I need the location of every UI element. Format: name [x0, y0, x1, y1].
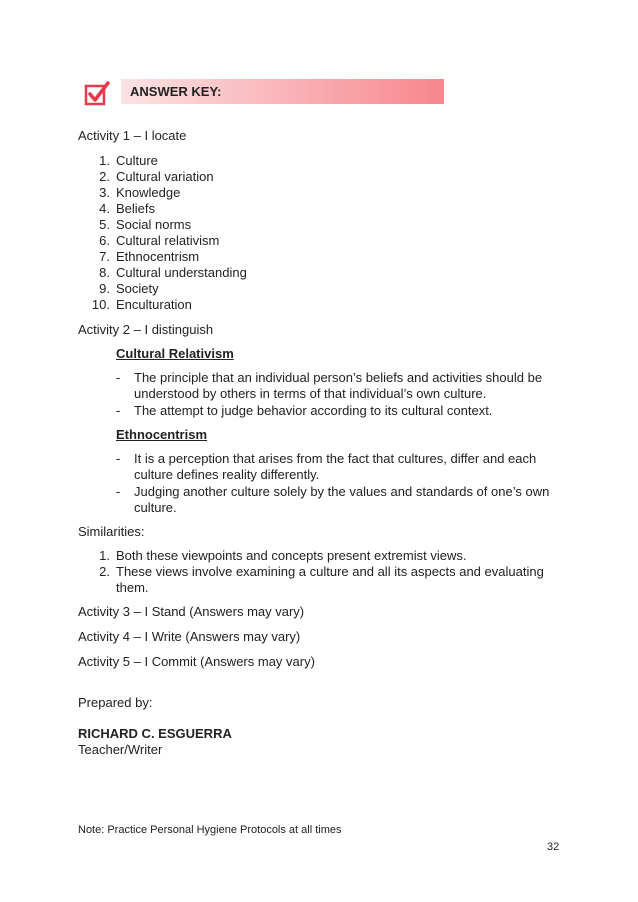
list-item: 1. Both these viewpoints and concepts present extremist views.	[99, 548, 467, 563]
bullet-continuation: understood by others in terms of that individual’s own culture.	[134, 386, 487, 401]
list-item: 7. Ethnocentrism	[99, 249, 200, 264]
bullet-item: - The principle that an individual person’s beliefs and activities should be	[116, 370, 543, 385]
list-item: 3. Knowledge	[99, 185, 181, 200]
list-item: 2. Cultural variation	[99, 169, 214, 184]
activity4-line: Activity 4 – I Write (Answers may vary)	[78, 629, 301, 644]
similarities-title: Similarities:	[78, 524, 145, 539]
ethnocentrism-heading: Ethnocentrism	[116, 427, 208, 442]
footer-note: Note: Practice Personal Hygiene Protocols at all times	[78, 824, 342, 836]
checkbox-check-icon	[84, 80, 110, 106]
answer-key-banner	[121, 79, 444, 104]
bullet-continuation: culture defines reality differently.	[134, 467, 320, 482]
activity5-line: Activity 5 – I Commit (Answers may vary)	[78, 654, 315, 669]
list-item: 5. Social norms	[99, 217, 192, 232]
author-name: RICHARD C. ESGUERRA	[78, 726, 232, 741]
prepared-by-label: Prepared by:	[78, 695, 153, 710]
bullet-item: - Judging another culture solely by the values and standards of one’s own	[116, 484, 550, 499]
activity2-title: Activity 2 – I distinguish	[78, 322, 214, 337]
list-item: 9. Society	[99, 281, 159, 296]
list-item: 2. These views involve examining a culture and all its aspects and evaluating	[99, 564, 544, 579]
cultural-relativism-heading: Cultural Relativism	[116, 346, 234, 361]
bullet-continuation: culture.	[134, 500, 177, 515]
list-item: 1. Culture	[99, 153, 158, 168]
activity1-title: Activity 1 – I locate	[78, 128, 187, 143]
list-item: 10. Enculturation	[91, 297, 192, 312]
activity3-line: Activity 3 – I Stand (Answers may vary)	[78, 604, 305, 619]
list-item: 8. Cultural understanding	[99, 265, 247, 280]
author-role: Teacher/Writer	[78, 742, 163, 757]
bullet-item: - The attempt to judge behavior according to its cultural context.	[116, 403, 493, 418]
list-item: 6. Cultural relativism	[99, 233, 220, 248]
page-number: 32	[547, 841, 560, 853]
list-item-continuation: them.	[116, 580, 149, 595]
answer-key-title: ANSWER KEY:	[130, 84, 222, 99]
list-item: 4. Beliefs	[99, 201, 156, 216]
bullet-item: - It is a perception that arises from the fact that cultures, differ and each	[116, 451, 537, 466]
